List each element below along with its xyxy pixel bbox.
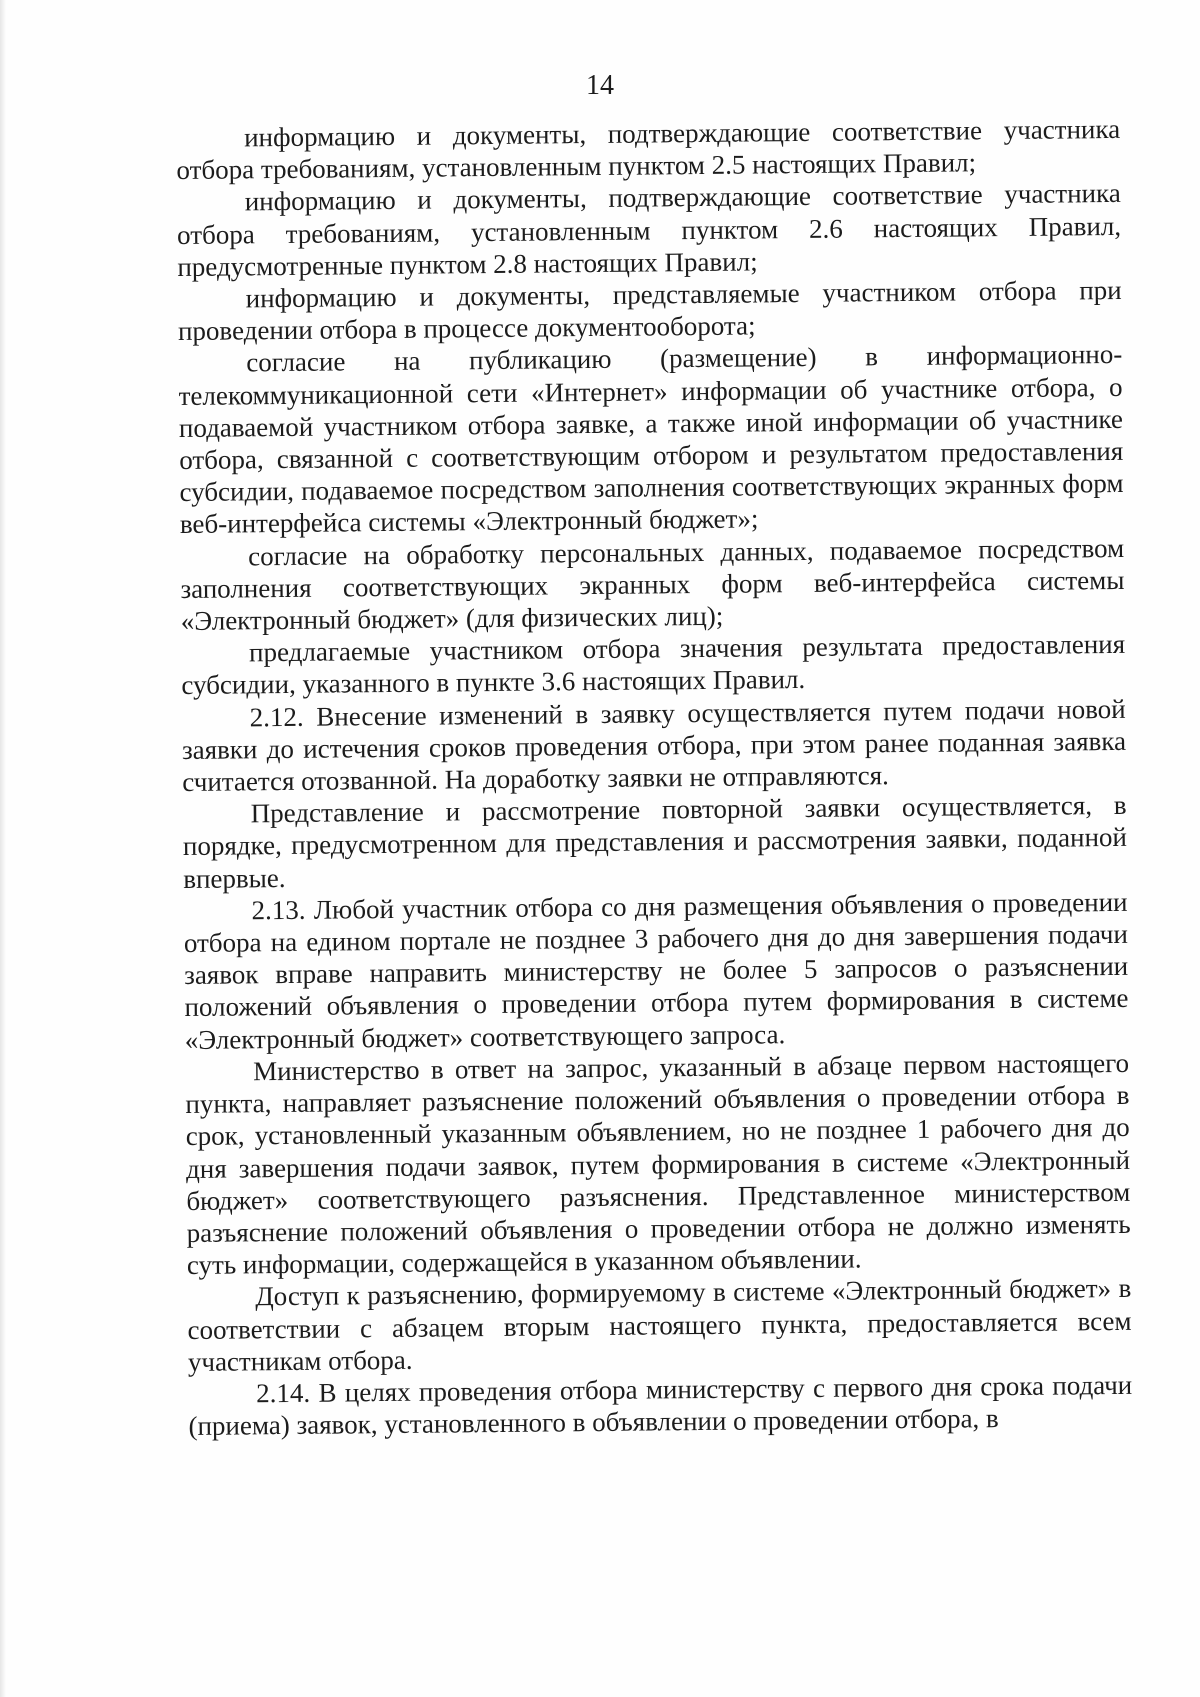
paragraph-6: предлагаемые участником отбора значения результата предоставления субсидии, указанного в пункте 3.6 настоящих Правил. [181, 629, 1126, 701]
paragraph-2-14: 2.14. В целях проведения отбора министерству с первого дня срока подачи (приема) заявок, установленного в объявлении о проведении отбора, в [188, 1369, 1133, 1442]
paragraph-4: согласие на публикацию (размещение) в информационно-телекоммуникационной сети «Интернет» информации об участнике отбора, о подаваемой участником отбора заявке, а также иной информации об участнике отбора, связанной с соответствующим отбором и результатом предоставления субсидии, подаваемое посредством заполнения соответствующих экранных форм веб-интерфейса системы «Электронный бюджет»; [178, 339, 1124, 540]
paragraph-2-12: 2.12. Внесение изменений в заявку осуществляется путем подачи новой заявки до истечения сроков проведения отбора, при этом ранее поданная заявка считается отозванной. На доработку заявки не отправляются. [181, 693, 1127, 798]
paragraph-10: Министерство в ответ на запрос, указанный в абзаце первом настоящего пункта, направляет разъяснение положений объявления о проведении отбора в срок, установленный указанным объявлением, но не позднее 1 рабочего дня до дня завершения подачи заявок, путем формирования в системе «Электронный бюджет» соответствующего разъяснения. Представленное министерством разъяснение положений объявления о проведении отбора не должно изменять суть информации, содержащейся в указанном объявлении. [185, 1047, 1131, 1281]
paragraph-1: информацию и документы, подтверждающие соответствие участника отбора требованиям, установленным пунктом 2.5 настоящих Правил; [176, 113, 1121, 186]
paragraph-2: информацию и документы, подтверждающие соответствие участника отбора требованиям, установленным пунктом 2.6 настоящих Правил, предусмотренные пунктом 2.8 настоящих Правил; [176, 178, 1122, 282]
paragraph-2-13: 2.13. Любой участник отбора со дня размещения объявления о проведении отбора на едином портале не позднее 3 рабочего дня до дня завершения подачи заявок вправе направить министерству не более 5 запросов о разъяснении положений объявления о проведении отбора путем формирования в системе «Электронный бюджет» соответствующего запроса. [183, 886, 1129, 1055]
document-body [176, 113, 1133, 1442]
scan-edge-shadow [0, 0, 6, 1697]
paragraph-3: информацию и документы, представляемые участником отбора при проведении отбора в процессе документооборота; [177, 274, 1122, 347]
paragraph-11: Доступ к разъяснению, формируемому в системе «Электронный бюджет» в соответствии с абзацем вторым настоящего пункта, предоставляется всем участникам отбора. [187, 1273, 1132, 1377]
page-number: 14 [586, 70, 614, 101]
paragraph-8: Представление и рассмотрение повторной заявки осуществляется, в порядке, предусмотренном для представления и рассмотрения заявки, поданной впервые. [182, 790, 1128, 894]
paragraph-5: согласие на обработку персональных данных, подаваемое посредством заполнения соответствующих экранных форм веб-интерфейса системы «Электронный бюджет» (для физических лиц); [180, 532, 1125, 637]
